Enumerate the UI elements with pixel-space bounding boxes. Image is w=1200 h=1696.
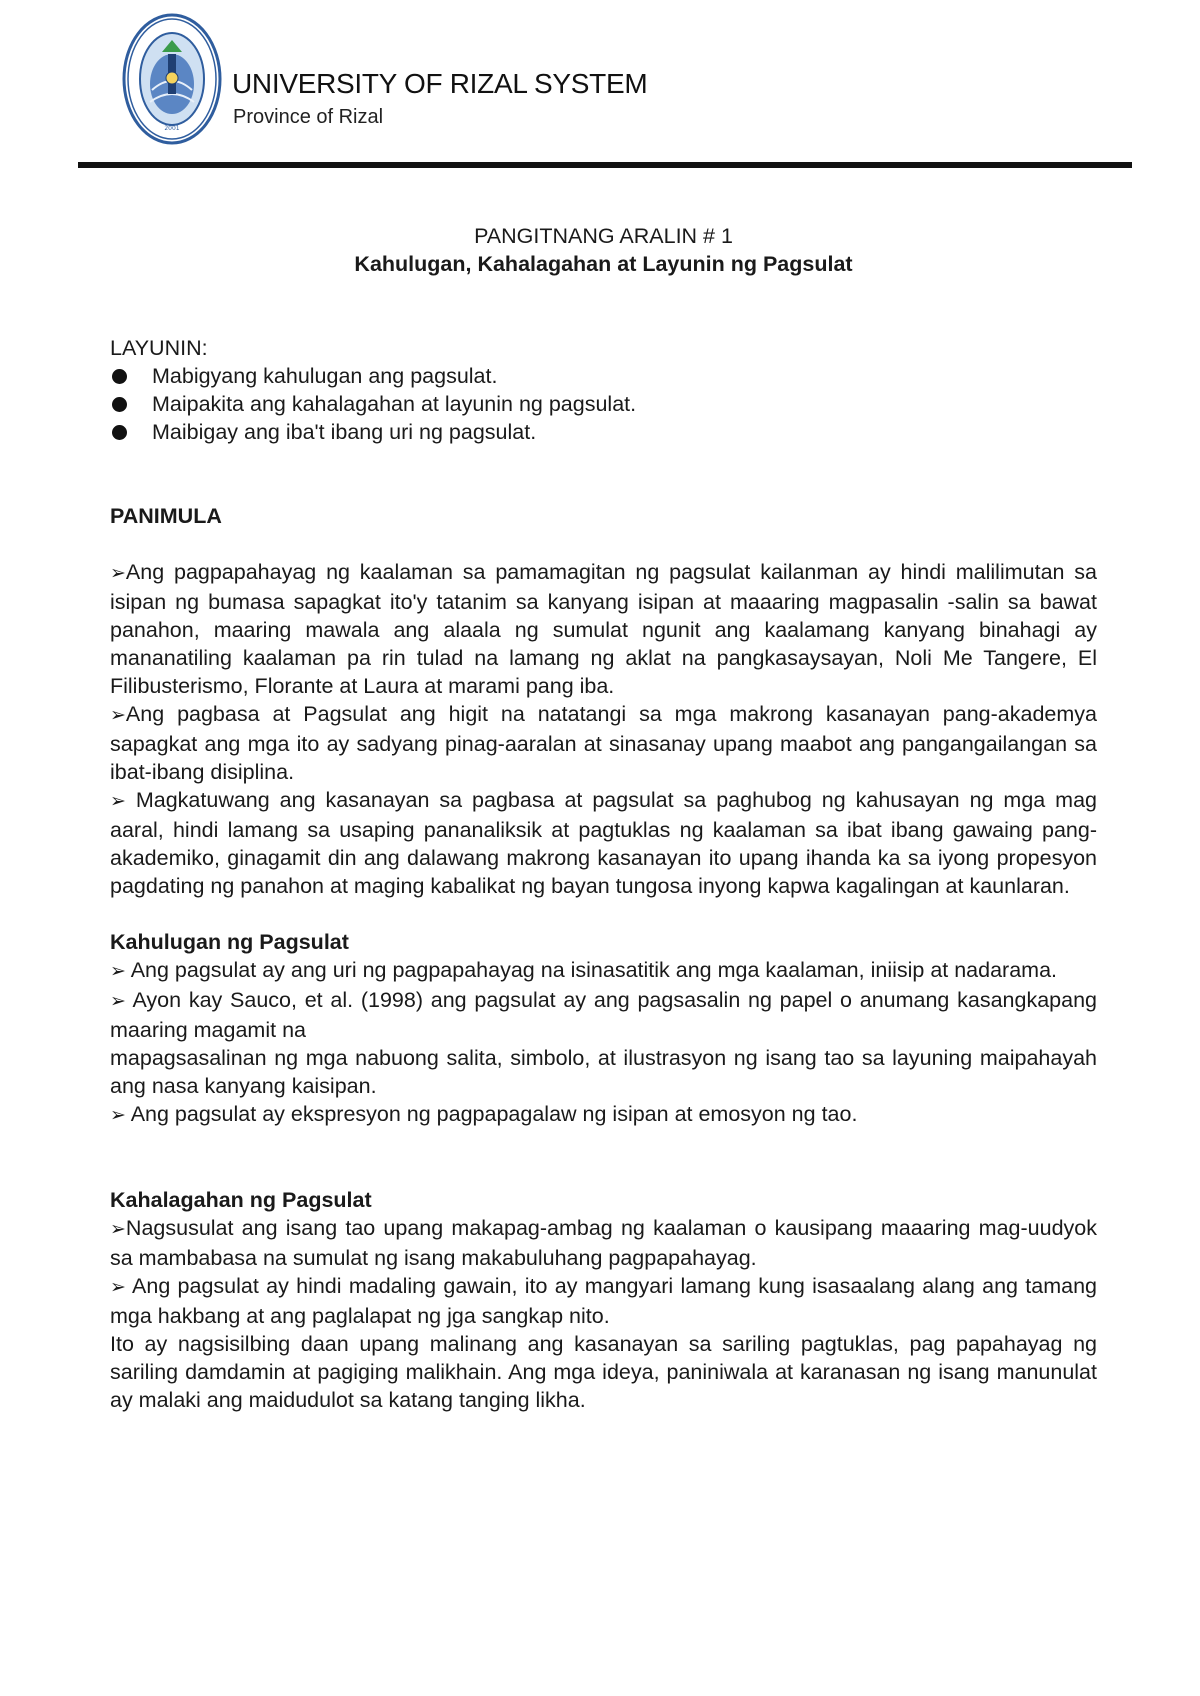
arrow-bullet-icon: ➢	[110, 705, 126, 726]
objectives-label: LAYUNIN:	[110, 336, 208, 360]
arrow-bullet-icon: ➢	[110, 1105, 126, 1126]
document-body	[110, 222, 1097, 1414]
arrow-bullet-icon: ➢	[110, 961, 126, 982]
kahulugan-paragraph: ➢ Ayon kay Sauco, et al. (1998) ang pagsulat ay ang pagsasalin ng papel o anumang kasangkapang maaring magamit na	[110, 988, 1097, 1042]
objective-item: Mabigyang kahulugan ang pagsulat.	[110, 362, 1097, 390]
arrow-bullet-icon: ➢	[110, 1277, 126, 1298]
kahulugan-heading: Kahulugan ng Pagsulat	[110, 930, 349, 954]
kahalagahan-paragraph: ➢ Ang pagsulat ay hindi madaling gawain, ito ay mangyari lamang kung isasaalang alang ang tamang mga hakbang at ang paglalapat ng jga sangkap nito.	[110, 1274, 1097, 1328]
document-header	[122, 12, 1132, 152]
objectives-list	[110, 362, 1097, 446]
kahulugan-paragraph: mapagsasalinan ng mga nabuong salita, simbolo, at ilustrasyon ng isang tao sa layuning maipahayah ang nasa kanyang kaisipan.	[110, 1046, 1097, 1098]
arrow-bullet-icon: ➢	[110, 1219, 126, 1240]
panimula-paragraph: ➢Ang pagpapahayag ng kaalaman sa pamamagitan ng pagsulat kailanman ay hindi malilimutan sa isipan ng bumasa sapagkat ito'y tatanim sa kanyang isipan at maaaring magpasalin -salin sa bawat panahon, maaring mawala ang alaala ng sumulat ngunit ang kaalamang kanyang binahagi ay mananatiling kaalaman pa rin tulad na lamang ng aklat na pangkasaysayan, Noli Me Tangere, El Filibusterismo, Florante at Laura at marami pang iba.	[110, 560, 1097, 698]
header-divider	[78, 162, 1132, 168]
arrow-bullet-icon: ➢	[110, 791, 126, 812]
kahalagahan-paragraph: ➢Nagsusulat ang isang tao upang makapag-ambag ng kaalaman o kausipang maaaring mag-uudyok sa mambabasa na sumulat ng isang makabuluhang pagpapahayag.	[110, 1216, 1097, 1270]
province-name: Province of Rizal	[233, 106, 384, 128]
lesson-title: Kahulugan, Kahalagahan at Layunin ng Pagsulat	[354, 252, 853, 276]
kahalagahan-heading: Kahalagahan ng Pagsulat	[110, 1188, 372, 1212]
seal-year: 2001	[164, 125, 180, 132]
kahulugan-paragraph: ➢ Ang pagsulat ay ekspresyon ng pagpapagalaw ng isipan at emosyon ng tao.	[110, 1102, 858, 1126]
lesson-number: PANGITNANG ARALIN # 1	[474, 224, 733, 248]
bullet-icon	[112, 425, 127, 440]
arrow-bullet-icon: ➢	[110, 563, 126, 584]
university-seal	[122, 12, 222, 146]
kahulugan-paragraph: ➢ Ang pagsulat ay ang uri ng pagpapahayag na isinasatitik ang mga kaalaman, iniisip at nadarama.	[110, 958, 1058, 982]
bullet-icon	[112, 369, 127, 384]
panimula-paragraph: ➢Ang pagbasa at Pagsulat ang higit na natatangi sa mga makrong kasanayan pang-akademya sapagkat ang mga ito ay sadyang pinag-aaralan at sinasanay upang maabot ang pangangailangan sa ibat-ibang disiplina.	[110, 702, 1097, 784]
objective-item: Maipakita ang kahalagahan at layunin ng pagsulat.	[110, 390, 1097, 418]
bullet-icon	[112, 397, 127, 412]
panimula-paragraph: ➢ Magkatuwang ang kasanayan sa pagbasa at pagsulat sa paghubog ng kahusayan ng mga mag aaral, hindi lamang sa usaping pananaliksik at pagtuklas ng kaalaman sa ibat ibang gawaing pang-akademiko, ginagamit din ang dalawang makrong kasanayan ito upang ihanda ka sa iyong propesyon pagdating ng panahon at maging kabalikat ng bayan tungosa inyong kapwa kagalingan at kaunlaran.	[110, 788, 1097, 898]
arrow-bullet-icon: ➢	[110, 991, 126, 1012]
objective-item: Maibigay ang iba't ibang uri ng pagsulat.	[110, 418, 1097, 446]
university-name: UNIVERSITY OF RIZAL SYSTEM	[232, 68, 648, 99]
panimula-heading: PANIMULA	[110, 504, 222, 528]
kahalagahan-paragraph: Ito ay nagsisilbing daan upang malinang ang kasanayan sa sariling pagtuklas, pag papahayag ng sariling damdamin at pagiging malikhain. Ang mga ideya, paniniwala at karanasan ng isang manunulat ay malaki ang maidudulot sa katang tanging likha.	[110, 1332, 1097, 1412]
